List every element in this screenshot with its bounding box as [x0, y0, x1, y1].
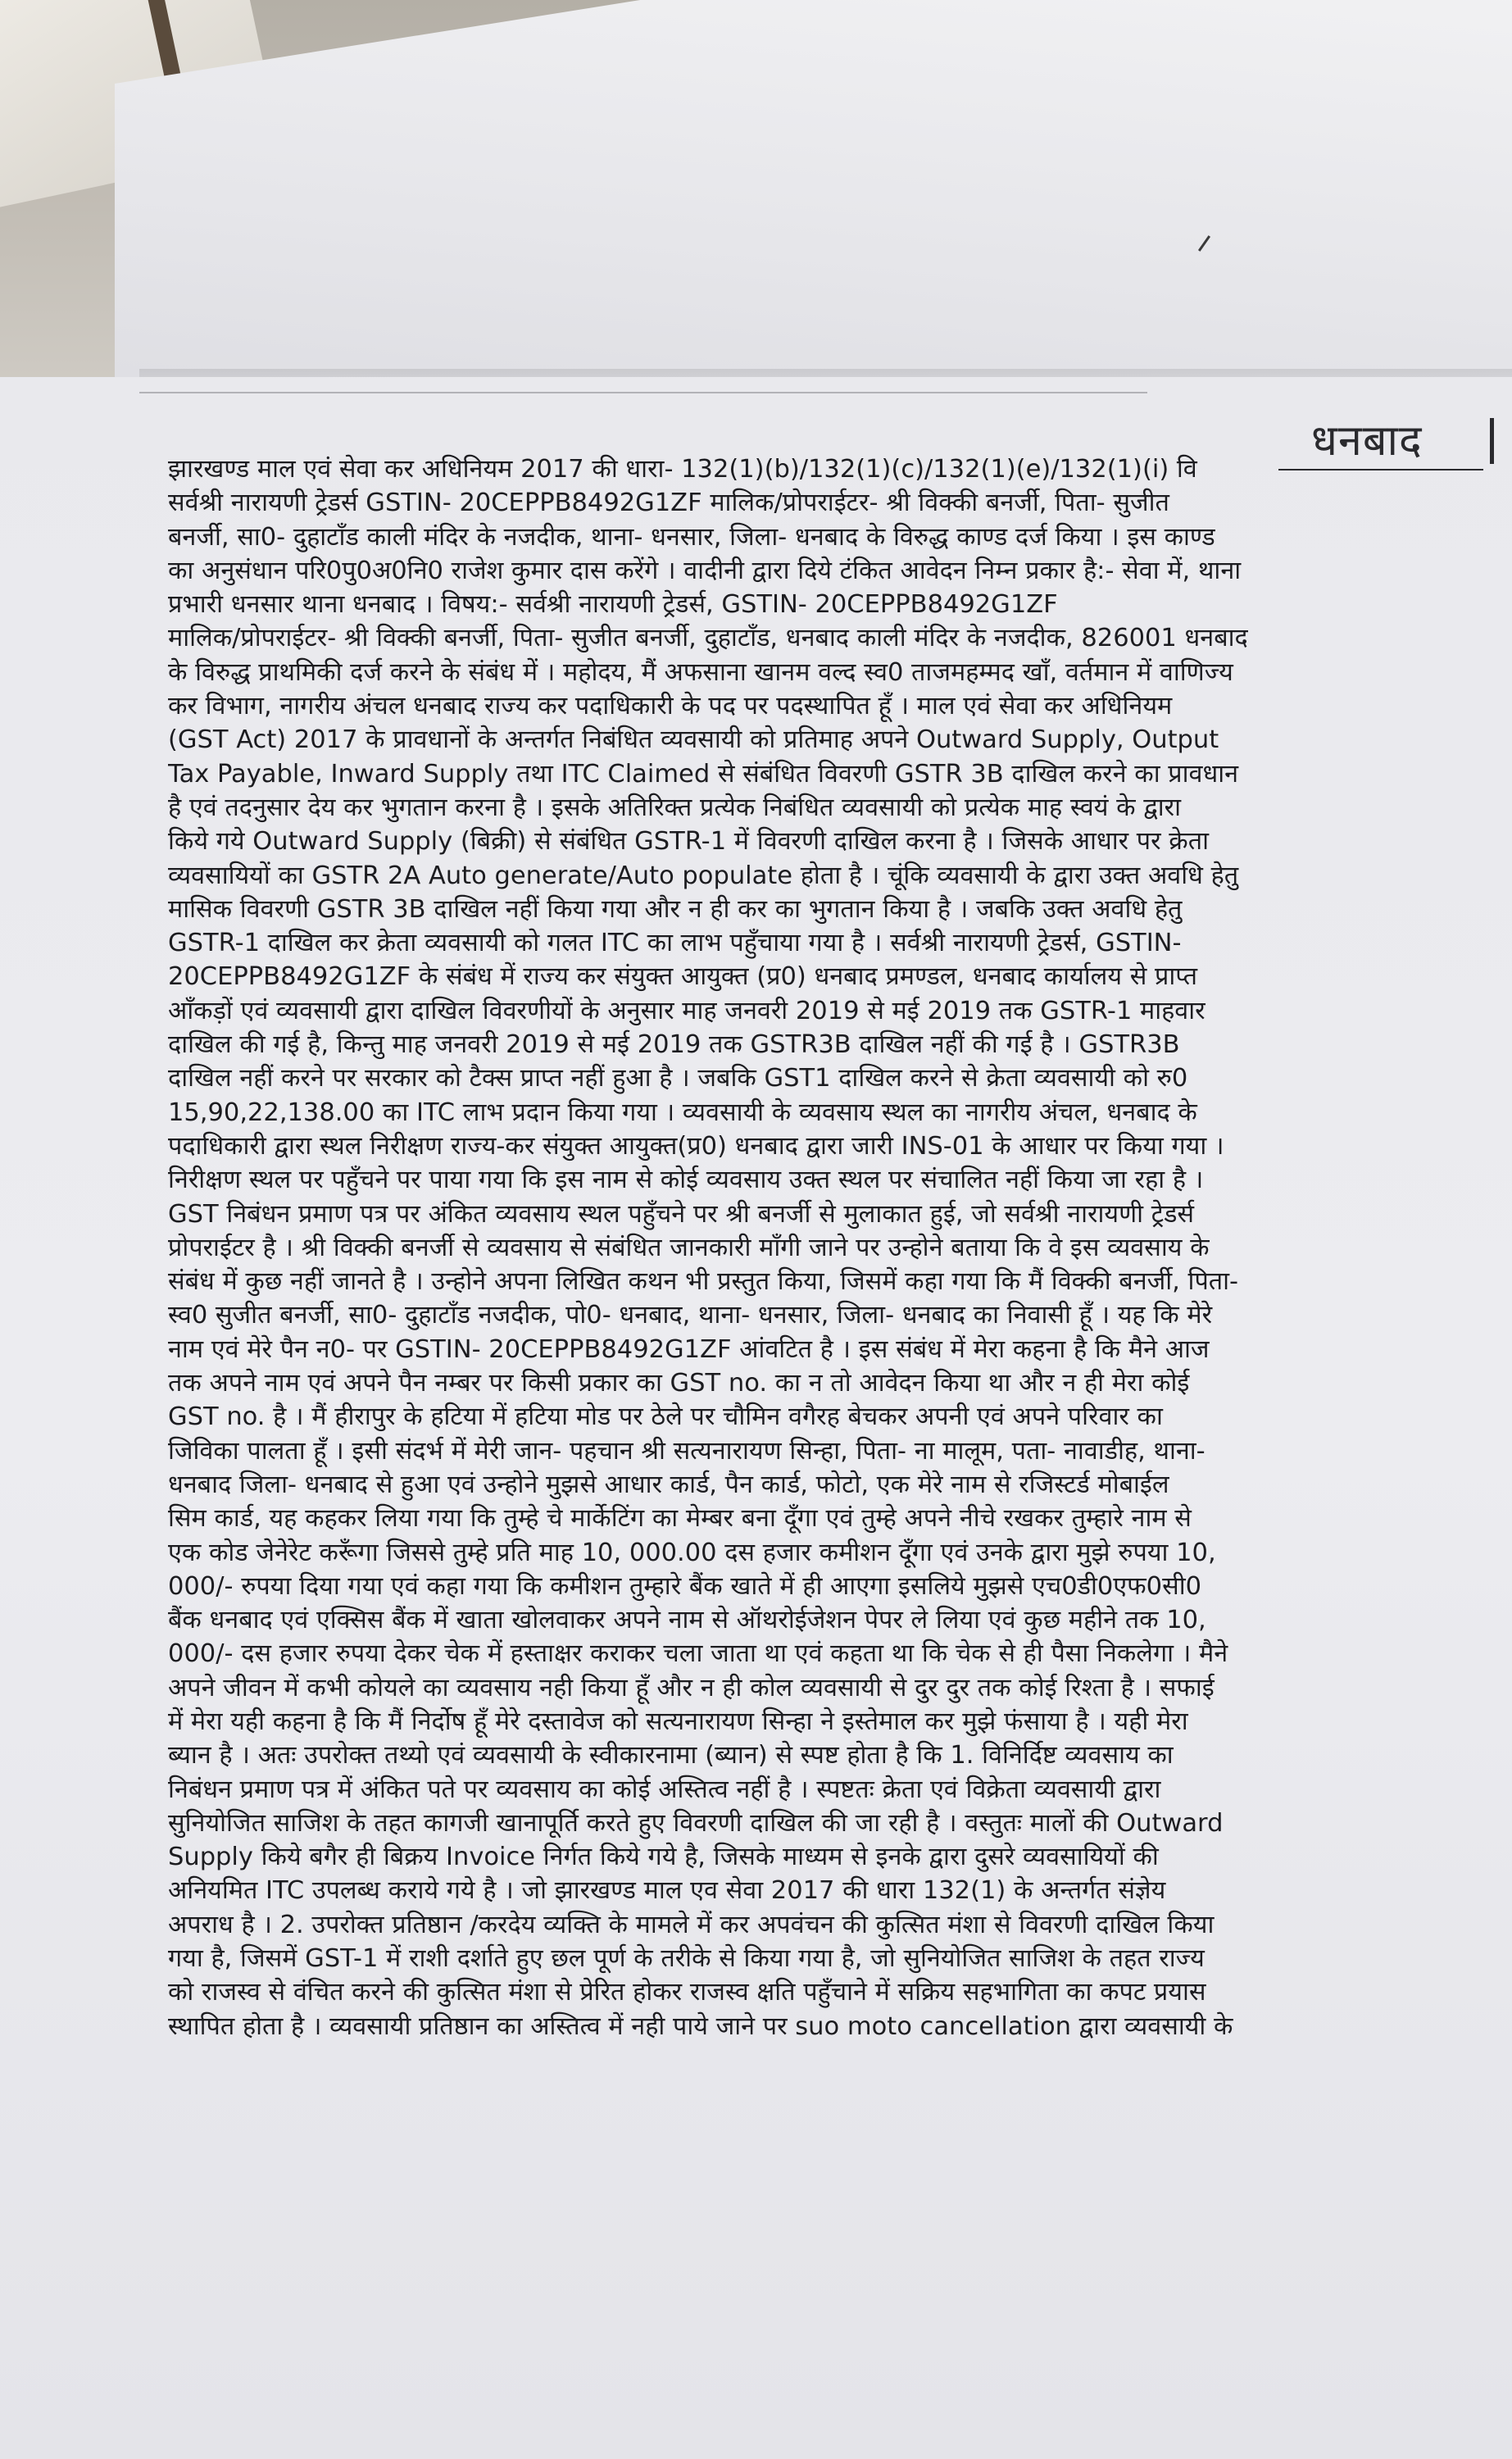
- header-rule: [139, 392, 1147, 393]
- document-heading: धनबाद: [1311, 416, 1423, 466]
- document-body: [168, 452, 1455, 2043]
- text-line: 15,90,22,138.00 का ITC लाभ प्रदान किया गया । व्यवसायी के व्यवसाय स्थल का नागरीय अंचल, धनबाद के: [168, 1098, 1197, 1127]
- text-line: जिविका पालता हूँ । इसी संदर्भ में मेरी जान- पहचान श्री सत्यनारायण सिन्हा, पिता- ना मालूम, पता- नावाडीह, थाना-: [168, 1436, 1206, 1466]
- text-line: Supply किये बगैर ही बिक्रय Invoice निर्गत किये गये है, जिसके माध्यम से इनके द्वारा दुसरे व्यवसायियों की: [168, 1843, 1159, 1872]
- text-line: GST no. है । मैं हीरापुर के हटिया में हटिया मोड पर ठेले पर चौमिन वगैरह बेचकर अपनी एवं अपने परिवार का: [168, 1402, 1163, 1432]
- text-line: के विरुद्ध प्राथमिकी दर्ज करने के संबंध में । महोदय, मैं अफसाना खानम वल्द स्व0 ताजमहम्मद खाँ, वर्तमान में वाणिज्य: [168, 657, 1233, 687]
- text-line: दाखिल की गई है, किन्तु माह जनवरी 2019 से मई 2019 तक GSTR3B दाखिल नहीं की गई है । GSTR3B: [168, 1030, 1180, 1060]
- text-line: तक अपने नाम एवं अपने पैन नम्बर पर किसी प्रकार का GST no. का न तो आवेदन किया था और न ही मेरा कोई: [168, 1369, 1190, 1398]
- text-line: पदाधिकारी द्वारा स्थल निरीक्षण राज्य-कर संयुक्त आयुक्त(प्र0) धनबाद द्वारा जारी INS-01 के आधार पर किया गया ।: [168, 1131, 1224, 1161]
- text-line: में मेरा यही कहना है कि मैं निर्दोष हूँ मेरे दस्तावेज को सत्यनारायण सिन्हा ने इस्तेमाल कर मुझे फंसाया है । यही मेरा: [168, 1707, 1188, 1736]
- text-line: संबंध में कुछ नहीं जानते है । उन्होने अपना लिखित कथन भी प्रस्तुत किया, जिसमें कहा गया कि मैं विक्की बनर्जी, पिता-: [168, 1267, 1239, 1297]
- text-line: 000/- रुपया दिया गया एवं कहा गया कि कमीशन तुम्हारे बैंक खाते में ही आएगा इसलिये मुझसे एच0डी0एफ0सी0: [168, 1571, 1201, 1601]
- text-line: मासिक विवरणी GSTR 3B दाखिल नहीं किया गया और न ही कर का भुगतान किया है । जबकि उक्त अवधि हेतु: [168, 894, 1183, 924]
- text-line: एक कोड जेनेरेट करूँगा जिससे तुम्हे प्रति माह 10, 000.00 दस हजार कमीशन दूँगा एवं उनके द्वारा मुझे रुपया 10,: [168, 1538, 1216, 1567]
- text-line: सिम कार्ड, यह कहकर लिया गया कि तुम्हे चे मार्केटिंग का मेम्बर बना दूँगा एवं तुम्हे अपने नीचे रखकर तुम्हारे नाम से: [168, 1504, 1192, 1534]
- text-line: निरीक्षण स्थल पर पहुँचने पर पाया गया कि इस नाम से कोई व्यवसाय उक्त स्थल पर संचालित नहीं किया जा रहा है ।: [168, 1166, 1204, 1195]
- text-line: झारखण्ड माल एवं सेवा कर अधिनियम 2017 की धारा- 132(1)(b)/132(1)(c)/132(1)(e)/132(1)(i) वि: [168, 455, 1197, 484]
- text-line: सर्वश्री नारायणी ट्रेडर्स GSTIN- 20CEPPB8492G1ZF मालिक/प्रोपराईटर- श्री विक्की बनर्जी, पिता- सुजीत: [168, 489, 1169, 518]
- text-line: (GST Act) 2017 के प्रावधानों के अन्तर्गत निबंधित व्यवसायी को प्रतिमाह अपने Outward Supply, Output: [168, 725, 1219, 755]
- text-line: GST निबंधन प्रमाण पत्र पर अंकित व्यवसाय स्थल पहुँचने पर श्री बनर्जी से मुलाकात हुई, जो सर्वश्री नारायणी ट्रेडर्स: [168, 1199, 1195, 1229]
- text-line: सुनियोजित साजिश के तहत कागजी खानापूर्ति करते हुए विवरणी दाखिल की जा रही है । वस्तुतः मालों की Outward: [168, 1808, 1224, 1838]
- text-line: निबंधन प्रमाण पत्र में अंकित पते पर व्यवसाय का कोई अस्तित्व नहीं है । स्पष्टतः क्रेता एवं विक्रेता व्यवसायी द्वारा: [168, 1775, 1161, 1804]
- text-line: अपने जीवन में कभी कोयले का व्यवसाय नही किया हूँ और न ही कोल व्यवसायी से दुर दुर तक कोई रिश्ता है । सफाई: [168, 1673, 1215, 1702]
- text-line: 20CEPPB8492G1ZF के संबंध में राज्य कर संयुक्त आयुक्त (प्र0) धनबाद प्रमण्डल, धनबाद कार्यालय से प्राप्त: [168, 962, 1198, 992]
- text-line: GSTR-1 दाखिल कर क्रेता व्यवसायी को गलत ITC का लाभ पहुँचाया गया है । सर्वश्री नारायणी ट्रेडर्स, GSTIN-: [168, 929, 1182, 958]
- text-line: बैंक धनबाद एवं एक्सिस बैंक में खाता खोलवाकर अपने नाम से ऑथरोईजेशन पेपर ले लिया एवं कुछ महीने तक 10,: [168, 1606, 1206, 1635]
- text-line: कर विभाग, नागरीय अंचल धनबाद राज्य कर पदाधिकारी के पद पर पदस्थापित हूँ । माल एवं सेवा कर अधिनियम: [168, 692, 1173, 721]
- text-line: Tax Payable, Inward Supply तथा ITC Claimed से संबंधित विवरणी GSTR 3B दाखिल करने का प्रावधान: [168, 759, 1239, 789]
- text-line: नाम एवं मेरे पैन न0- पर GSTIN- 20CEPPB8492G1ZF आंवटित है । इस संबंध में मेरा कहना है कि मैने आज: [168, 1334, 1210, 1364]
- heading-danda-mark: [1490, 418, 1494, 464]
- text-line: स्व0 सुजीत बनर्जी, सा0- दुहाटाँड नजदीक, पो0- धनबाद, थाना- धनसार, जिला- धनबाद का निवासी हूँ । यह कि मेरे: [168, 1301, 1213, 1330]
- text-line: ब्यान है । अतः उपरोक्त तथ्यो एवं व्यवसायी के स्वीकारनामा (ब्यान) से स्पष्ट होता है कि 1. विनिर्दिष्ट व्यवसाय का: [168, 1741, 1174, 1770]
- text-line: मालिक/प्रोपराईटर- श्री विक्की बनर्जी, पिता- सुजीत बनर्जी, दुहाटाँड, धनबाद काली मंदिर के नजदीक, 826001 धनबाद: [168, 624, 1248, 653]
- text-line: है एवं तदनुसार देय कर भुगतान करना है । इसके अतिरिक्त प्रत्येक निबंधित व्यवसायी को प्रत्येक माह स्वयं के द्वारा: [168, 793, 1182, 822]
- text-line: व्यवसायियों का GSTR 2A Auto generate/Auto populate होता है । चूंकि व्यवसायी के द्वारा उक्त अवधि हेतु: [168, 861, 1239, 890]
- text-line: किये गये Outward Supply (बिक्री) से संबंधित GSTR-1 में विवरणी दाखिल करना है । जिसके आधार पर क्रेता: [168, 827, 1210, 857]
- text-line: बनर्जी, सा0- दुहाटाँड काली मंदिर के नजदीक, थाना- धनसार, जिला- धनबाद के विरुद्ध काण्ड दर्ज किया । इस काण्ड: [168, 522, 1215, 552]
- text-line: प्रभारी धनसार थाना धनबाद । विषय:- सर्वश्री नारायणी ट्रेडर्स, GSTIN- 20CEPPB8492G1ZF: [168, 590, 1058, 620]
- text-line: प्रोपराईटर है । श्री विक्की बनर्जी से व्यवसाय से संबंधित जानकारी माँगी जाने पर उन्होने बताया कि वे इस व्यवसाय के: [168, 1233, 1210, 1262]
- text-line: अपराध है । 2. उपरोक्त प्रतिष्ठान /करदेय व्यक्ति के मामले में कर अपवंचन की कुत्सित मंशा से विवरणी दाखिल किया: [168, 1910, 1215, 1939]
- text-line: गया है, जिसमें GST-1 में राशी दर्शाते हुए छल पूर्ण के तरीके से किया गया है, जो सुनियोजित साजिश के तहत राज्य: [168, 1944, 1205, 1974]
- text-line: अनियमित ITC उपलब्ध कराये गये है । जो झारखण्ड माल एव सेवा 2017 की धारा 132(1) के अन्तर्गत संज्ञेय: [168, 1876, 1166, 1906]
- text-line: का अनुसंधान परि0पु0अ0नि0 राजेश कुमार दास करेंगे । वादीनी द्वारा दिये टंकित आवेदन निम्न प्रकार है:- सेवा में, थाना: [168, 556, 1242, 585]
- text-line: आँकड़ों एवं व्यवसायी द्वारा दाखिल विवरणीयों के अनुसार माह जनवरी 2019 से मई 2019 तक GSTR-1 माहवार: [168, 996, 1206, 1025]
- text-line: दाखिल नहीं करने पर सरकार को टैक्स प्राप्त नहीं हुआ है । जबकि GST1 दाखिल करने से क्रेता व्यवसायी को रु0: [168, 1064, 1188, 1093]
- text-line: को राजस्व से वंचित करने की कुत्सित मंशा से प्रेरित होकर राजस्व क्षति पहुँचाने में सक्रिय सहभागिता का कपट प्रयास: [168, 1978, 1206, 2007]
- text-line: 000/- दस हजार रुपया देकर चेक में हस्ताक्षर कराकर चला जाता था एवं कहता था कि चेक से ही पैसा निकलेगा । मैने: [168, 1639, 1228, 1669]
- text-line: स्थापित होता है । व्यवसायी प्रतिष्ठान का अस्तित्व में नही पाये जाने पर suo moto cancellation द्वारा व्यवसायी के: [168, 2011, 1233, 2041]
- text-line: धनबाद जिला- धनबाद से हुआ एवं उन्होने मुझसे आधार कार्ड, पैन कार्ड, फोटो, एक मेरे नाम से रजिस्टर्ड मोबाईल: [168, 1470, 1169, 1499]
